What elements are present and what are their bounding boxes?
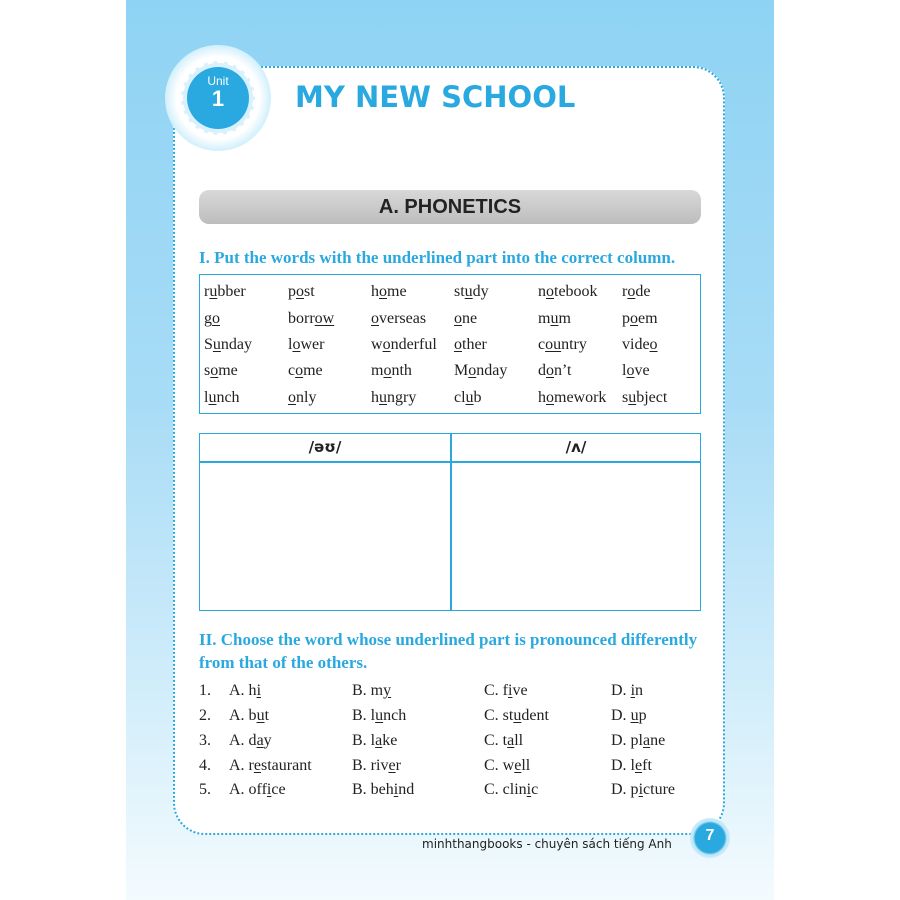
underlined-part: o bbox=[382, 336, 391, 353]
word-part: n bbox=[635, 682, 644, 699]
word-part: C. clin bbox=[484, 781, 527, 798]
word-part: B. l bbox=[352, 732, 376, 749]
underlined-part: a bbox=[507, 732, 515, 749]
word-item bbox=[538, 283, 598, 301]
word-part: C. st bbox=[484, 707, 514, 724]
underlined-part: u bbox=[464, 283, 473, 300]
underlined-part: i bbox=[508, 682, 513, 699]
word-part: cture bbox=[643, 781, 675, 798]
word-item bbox=[538, 336, 587, 354]
word-part: D. bbox=[611, 682, 631, 699]
page-number-badge bbox=[690, 818, 730, 858]
word-part: h bbox=[371, 389, 379, 406]
word-part: nday bbox=[220, 336, 253, 353]
word-part: t bbox=[264, 707, 270, 724]
word-part: em bbox=[638, 310, 658, 327]
word-part: cl bbox=[454, 389, 466, 406]
word-part: ve bbox=[634, 362, 650, 379]
word-item bbox=[288, 362, 323, 380]
word-item bbox=[204, 362, 238, 380]
word-part: S bbox=[204, 336, 213, 353]
word-part: r bbox=[622, 283, 628, 300]
word-item bbox=[622, 362, 650, 380]
word-part: dy bbox=[472, 283, 489, 300]
word-part: r bbox=[395, 757, 401, 774]
underlined-part: o bbox=[626, 362, 635, 379]
answer-option[interactable] bbox=[229, 732, 272, 750]
word-part: m bbox=[538, 310, 551, 327]
underlined-part: e bbox=[514, 757, 522, 774]
word-part: c bbox=[288, 362, 296, 379]
section-heading: A. PHONETICS bbox=[199, 190, 701, 224]
question-number: 1. bbox=[199, 682, 211, 699]
underlined-part: e bbox=[253, 757, 261, 774]
word-part: g bbox=[204, 310, 212, 327]
word-part: verseas bbox=[379, 310, 427, 327]
word-part: st bbox=[454, 283, 465, 300]
underlined-part: a bbox=[375, 732, 383, 749]
underlined-part: u bbox=[208, 389, 217, 406]
word-part: A. r bbox=[229, 757, 254, 774]
word-part: C. w bbox=[484, 757, 515, 774]
word-part: M bbox=[454, 362, 469, 379]
underlined-part: o bbox=[371, 310, 379, 327]
underlined-part: o bbox=[454, 336, 462, 353]
word-item bbox=[622, 283, 650, 301]
word-item bbox=[204, 336, 252, 354]
word-part: A. d bbox=[229, 732, 257, 749]
word-part: mework bbox=[554, 389, 607, 406]
word-item bbox=[454, 283, 489, 301]
underlined-part: y bbox=[383, 682, 392, 699]
word-part: n bbox=[538, 283, 546, 300]
word-item bbox=[288, 283, 315, 301]
underlined-part: o bbox=[627, 283, 636, 300]
underlined-part: u bbox=[628, 389, 637, 406]
word-item bbox=[454, 310, 477, 328]
underlined-part: u bbox=[513, 707, 522, 724]
answer-option[interactable] bbox=[229, 707, 269, 725]
underlined-part: u bbox=[375, 707, 384, 724]
word-part: B. m bbox=[352, 682, 384, 699]
word-item bbox=[288, 336, 324, 354]
word-part: y bbox=[263, 732, 272, 749]
word-part: m bbox=[371, 362, 384, 379]
underlined-part: o bbox=[292, 336, 301, 353]
word-item bbox=[622, 389, 667, 407]
word-part: p bbox=[638, 707, 647, 724]
answer-option[interactable] bbox=[484, 732, 523, 750]
underlined-part: u bbox=[465, 389, 474, 406]
answer-option[interactable] bbox=[352, 781, 414, 799]
word-part: p bbox=[288, 283, 296, 300]
answer-option[interactable] bbox=[611, 707, 647, 725]
word-item bbox=[204, 310, 220, 328]
underlined-part: i bbox=[256, 682, 262, 699]
answer-option[interactable] bbox=[611, 682, 643, 700]
word-part: A. h bbox=[229, 682, 257, 699]
word-part: c bbox=[531, 781, 539, 798]
column-header-uh: /ʌ/ bbox=[565, 438, 587, 456]
underlined-part: ow bbox=[314, 310, 335, 327]
answer-option[interactable] bbox=[611, 781, 675, 799]
word-item bbox=[204, 283, 246, 301]
page-number: 7 bbox=[705, 827, 715, 844]
word-part: B. riv bbox=[352, 757, 389, 774]
word-part: nd bbox=[398, 781, 415, 798]
word-part: b bbox=[473, 389, 482, 406]
word-part: h bbox=[538, 389, 546, 406]
underlined-part: u bbox=[550, 310, 559, 327]
unit-badge bbox=[187, 67, 249, 129]
word-part: A. off bbox=[229, 781, 267, 798]
word-part: ce bbox=[271, 781, 286, 798]
word-part: ngry bbox=[387, 389, 417, 406]
exercise-2-heading: II. Choose the word whose underlined part is pronounced differently from that of the others. bbox=[199, 630, 698, 672]
word-part: me bbox=[218, 362, 238, 379]
underlined-part: i bbox=[630, 682, 636, 699]
answer-option[interactable] bbox=[229, 757, 312, 775]
underlined-part: u bbox=[209, 283, 218, 300]
word-part: p bbox=[622, 310, 630, 327]
word-part: tebook bbox=[554, 283, 598, 300]
word-part: D. p bbox=[611, 781, 639, 798]
word-part: B. beh bbox=[352, 781, 394, 798]
word-part: D. bbox=[611, 707, 631, 724]
underlined-part: o bbox=[454, 310, 462, 327]
word-item bbox=[454, 389, 482, 407]
underlined-part: o bbox=[295, 362, 304, 379]
underlined-part: o bbox=[546, 389, 554, 406]
word-part: D. pl bbox=[611, 732, 643, 749]
word-part: w bbox=[371, 336, 383, 353]
answer-option[interactable] bbox=[352, 732, 397, 750]
footer-text: minhthangbooks - chuyên sách tiếng Anh bbox=[422, 837, 672, 851]
unit-number: 1 bbox=[211, 86, 225, 111]
word-box bbox=[199, 274, 701, 414]
word-part: ve bbox=[512, 682, 528, 699]
page-title: MY NEW SCHOOL bbox=[295, 80, 576, 114]
word-part: A. b bbox=[229, 707, 257, 724]
underlined-part: o bbox=[288, 389, 296, 406]
answer-option[interactable] bbox=[484, 781, 538, 799]
word-part: l bbox=[288, 336, 293, 353]
underlined-part: o bbox=[630, 310, 638, 327]
underlined-part: ou bbox=[545, 336, 562, 353]
question-number: 3. bbox=[199, 732, 211, 749]
answer-option[interactable] bbox=[611, 732, 665, 750]
word-part: l bbox=[622, 362, 627, 379]
answer-option[interactable] bbox=[229, 682, 261, 700]
underlined-part: o bbox=[210, 362, 219, 379]
word-part: bject bbox=[636, 389, 668, 406]
underlined-part: i bbox=[393, 781, 399, 798]
word-part: h bbox=[371, 283, 379, 300]
answer-option[interactable] bbox=[352, 682, 391, 700]
word-part: nch bbox=[216, 389, 240, 406]
word-part: c bbox=[538, 336, 546, 353]
exercise-1-heading: I. Put the words with the underlined part into the correct column. bbox=[199, 248, 676, 267]
word-item bbox=[538, 389, 606, 407]
word-part: B. l bbox=[352, 707, 376, 724]
underlined-part: o bbox=[379, 283, 387, 300]
underlined-part: u bbox=[630, 707, 639, 724]
word-part: ntry bbox=[561, 336, 587, 353]
word-part: nday bbox=[476, 362, 508, 379]
word-part: vide bbox=[622, 336, 650, 353]
underlined-part: o bbox=[546, 362, 554, 379]
word-part: nly bbox=[296, 389, 317, 406]
word-item bbox=[288, 389, 316, 407]
word-part: r bbox=[204, 283, 210, 300]
underlined-part: a bbox=[256, 732, 264, 749]
question-number: 4. bbox=[199, 757, 211, 774]
word-item bbox=[204, 389, 240, 407]
underlined-part: o bbox=[212, 310, 220, 327]
word-part: s bbox=[204, 362, 211, 379]
word-item bbox=[538, 362, 571, 380]
word-part: C. f bbox=[484, 682, 508, 699]
underlined-part: e bbox=[635, 757, 643, 774]
word-item bbox=[371, 336, 437, 354]
word-item bbox=[454, 362, 507, 380]
word-part: nth bbox=[391, 362, 412, 379]
word-item bbox=[454, 336, 487, 354]
word-part: ne bbox=[650, 732, 666, 749]
word-part: bber bbox=[217, 283, 246, 300]
word-part: ne bbox=[462, 310, 478, 327]
underlined-part: o bbox=[546, 283, 554, 300]
answer-option[interactable] bbox=[484, 682, 528, 700]
word-item bbox=[371, 389, 416, 407]
underlined-part: o bbox=[649, 336, 658, 353]
word-item bbox=[371, 362, 412, 380]
underlined-part: o bbox=[296, 283, 304, 300]
word-part: st bbox=[304, 283, 315, 300]
word-part: dent bbox=[521, 707, 549, 724]
word-part: ther bbox=[462, 336, 487, 353]
word-part: l bbox=[204, 389, 209, 406]
unit-label: Unit bbox=[207, 74, 229, 88]
word-part: n’t bbox=[554, 362, 572, 379]
underlined-part: o bbox=[468, 362, 477, 379]
word-part: me bbox=[387, 283, 407, 300]
word-part: nderful bbox=[390, 336, 437, 353]
column-header-ou: /əʊ/ bbox=[308, 438, 342, 456]
underlined-part: i bbox=[266, 781, 272, 798]
word-part: nch bbox=[383, 707, 407, 724]
word-part: D. l bbox=[611, 757, 635, 774]
answer-option[interactable] bbox=[611, 757, 652, 775]
question-number: 2. bbox=[199, 707, 211, 724]
underlined-part: i bbox=[638, 781, 644, 798]
answer-option[interactable] bbox=[484, 757, 530, 775]
sorting-table bbox=[199, 433, 701, 611]
underlined-part: u bbox=[256, 707, 265, 724]
word-part: m bbox=[558, 310, 571, 327]
word-part: ll bbox=[514, 732, 524, 749]
underlined-part: u bbox=[379, 389, 387, 406]
underlined-part: i bbox=[526, 781, 532, 798]
word-part: borr bbox=[288, 310, 315, 327]
word-part: staurant bbox=[261, 757, 312, 774]
word-part: ke bbox=[382, 732, 398, 749]
word-part: wer bbox=[300, 336, 325, 353]
word-part: ll bbox=[521, 757, 531, 774]
word-part: d bbox=[538, 362, 546, 379]
word-item bbox=[622, 310, 658, 328]
word-item bbox=[371, 310, 426, 328]
table-column-divider bbox=[450, 434, 452, 610]
answer-option[interactable] bbox=[352, 707, 406, 725]
word-part: s bbox=[622, 389, 629, 406]
word-part: me bbox=[303, 362, 323, 379]
word-item bbox=[538, 310, 571, 328]
underlined-part: a bbox=[643, 732, 651, 749]
word-item bbox=[288, 310, 334, 328]
word-part: ft bbox=[642, 757, 652, 774]
underlined-part: u bbox=[212, 336, 221, 353]
word-item bbox=[622, 336, 658, 354]
word-item bbox=[371, 283, 407, 301]
underlined-part: e bbox=[388, 757, 396, 774]
answer-option[interactable] bbox=[229, 781, 286, 799]
word-part: C. t bbox=[484, 732, 508, 749]
word-part: de bbox=[635, 283, 651, 300]
question-number: 5. bbox=[199, 781, 211, 798]
answer-option[interactable] bbox=[352, 757, 401, 775]
answer-option[interactable] bbox=[484, 707, 549, 725]
underlined-part: o bbox=[383, 362, 392, 379]
